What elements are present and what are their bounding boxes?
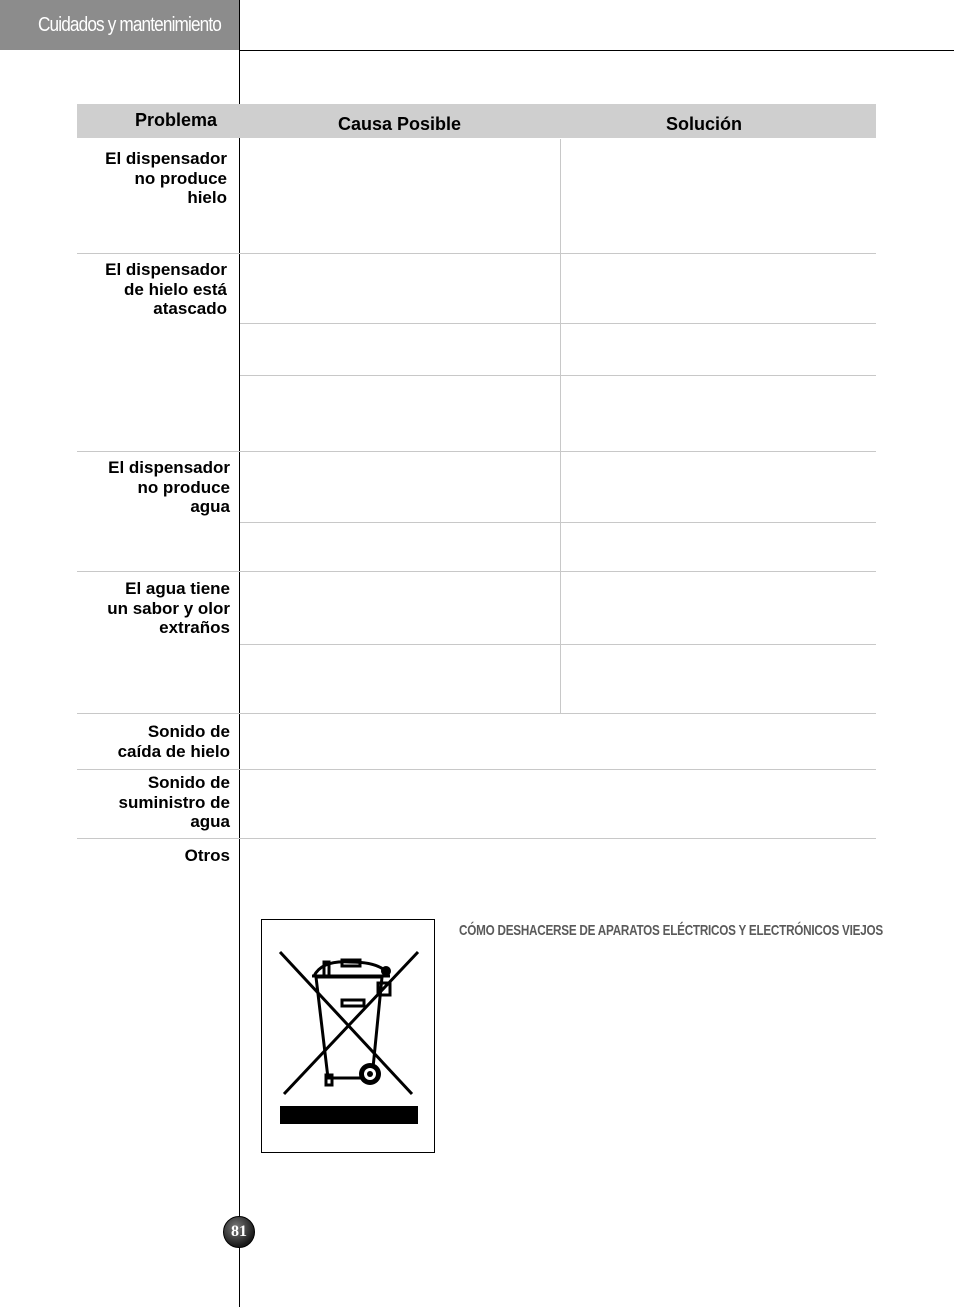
section-header-tab	[0, 0, 239, 50]
problem-others: Otros	[184, 846, 230, 865]
crossed-out-wheelie-bin-icon	[262, 920, 434, 1152]
disposal-symbol-box	[261, 919, 435, 1153]
header-rule	[239, 50, 954, 51]
disposal-title: CÓMO DESHACERSE DE APARATOS ELÉCTRICOS Y ELECTRÓNICOS VIEJOS	[459, 922, 883, 939]
row-divider	[77, 451, 876, 452]
problem-water-taste: El agua tiene un sabor y olor extraños	[107, 579, 230, 637]
page-number: 81	[231, 1223, 247, 1240]
subrow-divider	[240, 522, 876, 523]
subrow-divider	[240, 644, 876, 645]
row-divider	[77, 253, 876, 254]
column-header-solution: Solución	[666, 114, 742, 134]
vertical-margin-rule	[239, 0, 240, 1307]
problem-ice-drop-sound: Sonido de caída de hielo	[117, 722, 230, 761]
subrow-divider	[240, 375, 876, 376]
problem-water-supply-sound: Sonido de suministro de agua	[118, 773, 230, 831]
column-separator	[560, 139, 561, 713]
row-divider	[77, 713, 876, 714]
problem-no-water: El dispensador no produce agua	[108, 458, 230, 516]
row-divider	[77, 838, 876, 839]
section-title: Cuidados y mantenimiento	[38, 14, 222, 36]
column-header-cause: Causa Posible	[338, 114, 462, 134]
page-number-badge	[223, 1216, 255, 1248]
row-divider	[77, 769, 876, 770]
problem-ice-jammed: El dispensador de hielo está atascado	[105, 260, 227, 318]
row-divider	[77, 571, 876, 572]
problem-no-ice: El dispensador no produce hielo	[105, 149, 227, 207]
subrow-divider	[240, 323, 876, 324]
column-header-problem: Problema	[135, 110, 218, 130]
